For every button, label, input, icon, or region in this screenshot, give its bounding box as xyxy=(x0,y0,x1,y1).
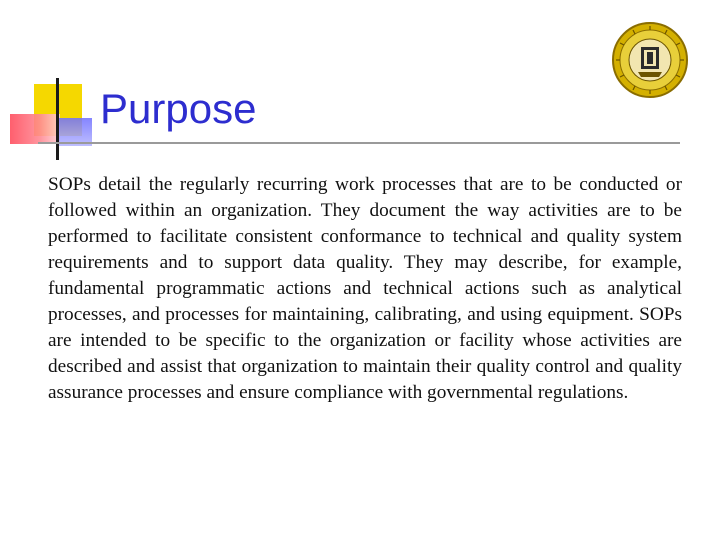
slide-title: Purpose xyxy=(100,85,257,132)
decor-red-bar xyxy=(10,114,60,144)
university-seal-icon xyxy=(610,20,690,100)
body-paragraph: SOPs detail the regularly recurring work processes that are to be conducted or followed within an organization. They document the way activities are to be performed to facilitate consistent conformance to technical and quality system requirements and to support data quality. They may describe, for example, fundamental programmatic actions and technical actions such as analytical processes, and processes for maintaining, calibrating, and using equipment. SOPs are intended to be specific to the organization or facility whose activities are described and assist that organization to maintain their quality control and quality assurance processes and ensure compliance with governmental regulations. xyxy=(48,174,682,403)
decor-vertical-line xyxy=(56,78,59,160)
title-underline xyxy=(38,142,680,144)
